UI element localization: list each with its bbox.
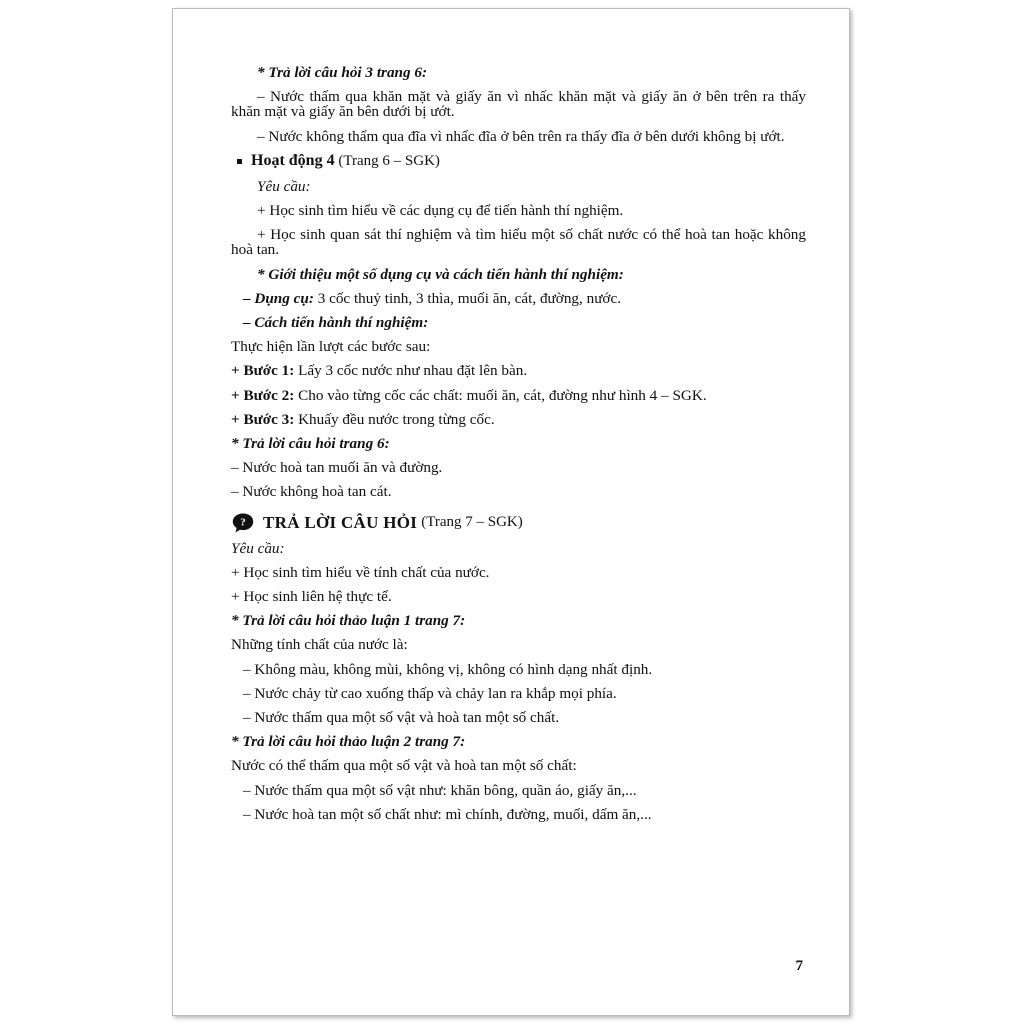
requirement-2-item-1: + Học sinh tìm hiểu về tính chất của nước. <box>231 563 490 581</box>
step-3-label: + Bước 3: <box>231 410 295 428</box>
step-3-text: Khuấy đều nước trong từng cốc. <box>294 410 495 428</box>
activity-4-title: Hoạt động 4 <box>251 151 335 169</box>
answer-page-6-heading: * Trả lời câu hỏi trang 6: <box>231 435 390 453</box>
book-page <box>172 8 850 1016</box>
method-intro: Thực hiện lần lượt các bước sau: <box>231 338 431 356</box>
requirement-item-1: + Học sinh tìm hiểu về các dụng cụ để tiến hành thí nghiệm. <box>257 202 624 220</box>
method-heading: – Cách tiến hành thí nghiệm: <box>243 314 429 332</box>
step-3 <box>231 412 806 427</box>
step-1-label: + Bước 1: <box>231 362 295 380</box>
step-1-text: Lấy 3 cốc nước như nhau đặt lên bàn. <box>294 362 528 380</box>
tools-line <box>231 291 806 306</box>
step-2-text: Cho vào từng cốc các chất: muối ăn, cát, đường như hình 4 – SGK. <box>294 386 707 404</box>
answer-question-3-heading: * Trả lời câu hỏi 3 trang 6: <box>257 64 428 81</box>
requirement-2-item-2: + Học sinh liên hệ thực tế. <box>231 588 392 606</box>
discussion-1-item-1: – Không màu, không mùi, không vị, không có hình dạng nhất định. <box>243 660 653 678</box>
answer-questions-section-heading <box>231 514 806 531</box>
requirement-label-2: Yêu cầu: <box>231 539 285 557</box>
discussion-2-intro: Nước có thể thấm qua một số vật và hoà tan một số chất: <box>231 757 577 775</box>
discussion-2-item-1: – Nước thấm qua một số vật như: khăn bông, quần áo, giấy ăn,... <box>243 781 637 799</box>
discussion-1-intro: Những tính chất của nước là: <box>231 636 408 654</box>
answer-questions-title: TRẢ LỜI CÂU HỎI <box>263 512 418 532</box>
discussion-1-item-2: – Nước chảy từ cao xuống thấp và chảy lan ra khắp mọi phía. <box>243 684 617 702</box>
paragraph-water-not-through-plate: – Nước không thấm qua đĩa vì nhấc đĩa ở bên trên ra thấy đĩa ở bên dưới không bị ướt. <box>257 127 785 145</box>
page-content <box>231 65 806 831</box>
tools-label: – Dụng cụ: <box>243 289 314 307</box>
tools-text: 3 cốc thuỷ tinh, 3 thìa, muối ăn, cát, đường, nước. <box>313 289 621 307</box>
svg-text:?: ? <box>240 516 246 529</box>
question-bubble-icon <box>231 512 255 536</box>
requirement-label: Yêu cầu: <box>257 177 311 195</box>
paragraph-water-through-towel: – Nước thấm qua khăn mặt và giấy ăn vì nhấc khăn mặt và giấy ăn ở bên trên ra thấy khăn mặt và giấy ăn bên dưới bị ướt. <box>231 88 806 121</box>
answer-page-6-item-1: – Nước hoà tan muối ăn và đường. <box>231 459 443 477</box>
discussion-1-item-3: – Nước thấm qua một số vật và hoà tan một số chất. <box>243 709 560 727</box>
requirement-item-2: + Học sinh quan sát thí nghiệm và tìm hiểu một số chất nước có thể hoà tan hoặc không hoà tan. <box>231 226 806 259</box>
activity-4-reference: (Trang 6 – SGK) <box>338 152 440 169</box>
introduce-tools-heading: * Giới thiệu một số dụng cụ và cách tiến hành thí nghiệm: <box>257 265 624 283</box>
page-number: 7 <box>795 958 803 974</box>
step-2-label: + Bước 2: <box>231 386 295 404</box>
discussion-2-heading: * Trả lời câu hỏi thảo luận 2 trang 7: <box>231 733 466 751</box>
activity-4-heading <box>231 153 806 169</box>
step-1 <box>231 363 806 378</box>
discussion-2-item-2: – Nước hoà tan một số chất như: mì chính, đường, muối, dấm ăn,... <box>243 805 652 823</box>
step-2 <box>231 388 806 403</box>
square-bullet-icon <box>237 159 242 164</box>
answer-questions-reference: (Trang 7 – SGK) <box>421 513 523 530</box>
answer-page-6-item-2: – Nước không hoà tan cát. <box>231 483 392 501</box>
discussion-1-heading: * Trả lời câu hỏi thảo luận 1 trang 7: <box>231 612 466 630</box>
